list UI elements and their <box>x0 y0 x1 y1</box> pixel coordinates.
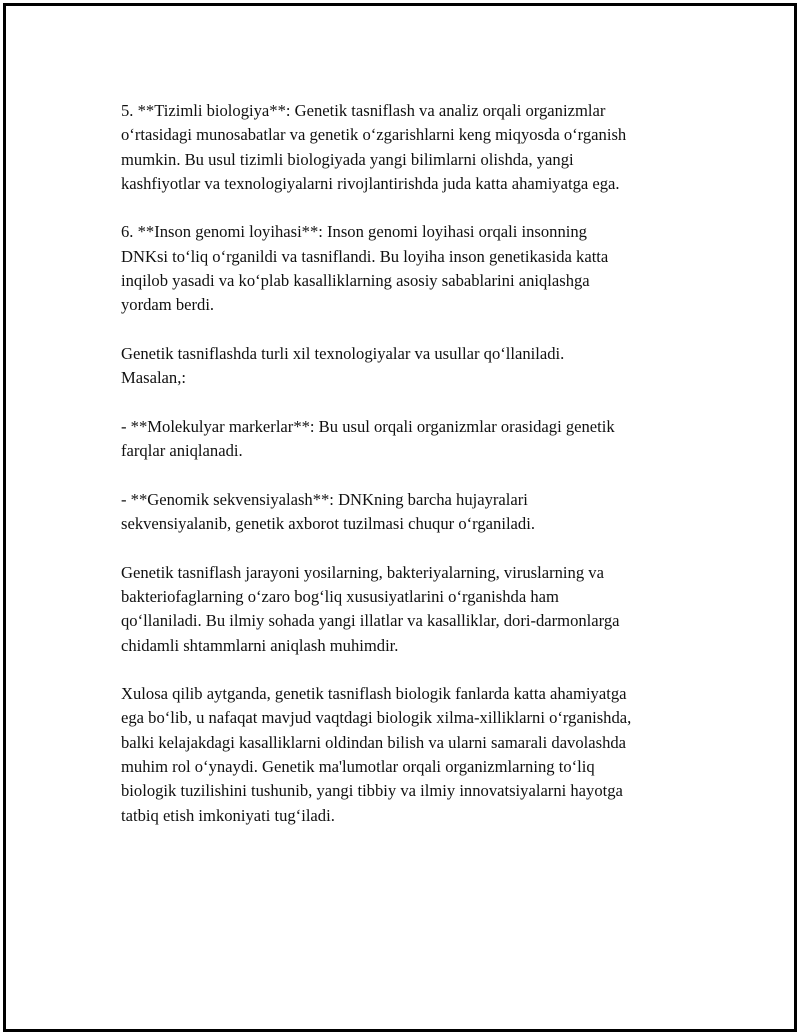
paragraph-xulosa: Xulosa qilib aytganda, genetik tasniflash biologik fanlarda katta ahamiyatga ega bo‘lib, u nafaqat mavjud vaqtdagi biologik xilma-xilliklarni o‘rganishda, balki kelajakdagi kasalliklarni oldindan bilish va ularni samarali davolashda muhim rol o‘ynaydi. Genetik ma'lumotlar orqali organizmlarning to‘liq biologik tuzilishini tushunib, yangi tibbiy va ilmiy innovatsiyalarni hayotga tatbiq etish imkoniyati tug‘iladi. <box>121 684 632 825</box>
page-border <box>3 3 797 1032</box>
paragraph-jarayon: Genetik tasniflash jarayoni yosilarning, bakteriyalarning, viruslarning va bakteriofaglarning o‘zaro bog‘liq xususiyatlarini o‘rganishda ham qo‘llaniladi. Bu ilmiy sohada yangi illatlar va kasalliklar, dori-darmonlarga chidamli shtammlarni aniqlash muhimdir. <box>121 562 620 655</box>
list-item-genomik-sekvensiyalash: - **Genomik sekvensiyalash**: DNKning barcha hujayralari sekvensiyalanib, genetik axborot tuzilmasi chuqur o‘rganiladi. <box>121 489 535 534</box>
paragraph-texnologiyalar-intro: Genetik tasniflashda turli xil texnologiyalar va usullar qo‘llaniladi. Masalan,: <box>121 343 565 388</box>
list-item-molekulyar-markerlar: - **Molekulyar markerlar**: Bu usul orqali organizmlar orasidagi genetik farqlar aniqlanadi. <box>121 416 615 461</box>
document-body <box>121 99 701 852</box>
paragraph-tizimli-biologiya: 5. **Tizimli biologiya**: Genetik tasniflash va analiz orqali organizmlar o‘rtasidagi munosabatlar va genetik o‘zgarishlarni keng miqyosda o‘rganish mumkin. Bu usul tizimli biologiyada yangi bilimlarni olishda, yangi kashfiyotlar va texnologiyalarni rivojlantirishda juda katta ahamiyatga ega. <box>121 101 627 193</box>
paragraph-inson-genomi-loyihasi: 6. **Inson genomi loyihasi**: Inson genomi loyihasi orqali insonning DNKsi to‘liq o‘rganildi va tasniflandi. Bu loyiha inson genetikasida katta inqilob yasadi va ko‘plab kasalliklarning asosiy sabablarini aniqlashga yordam berdi. <box>121 222 609 315</box>
